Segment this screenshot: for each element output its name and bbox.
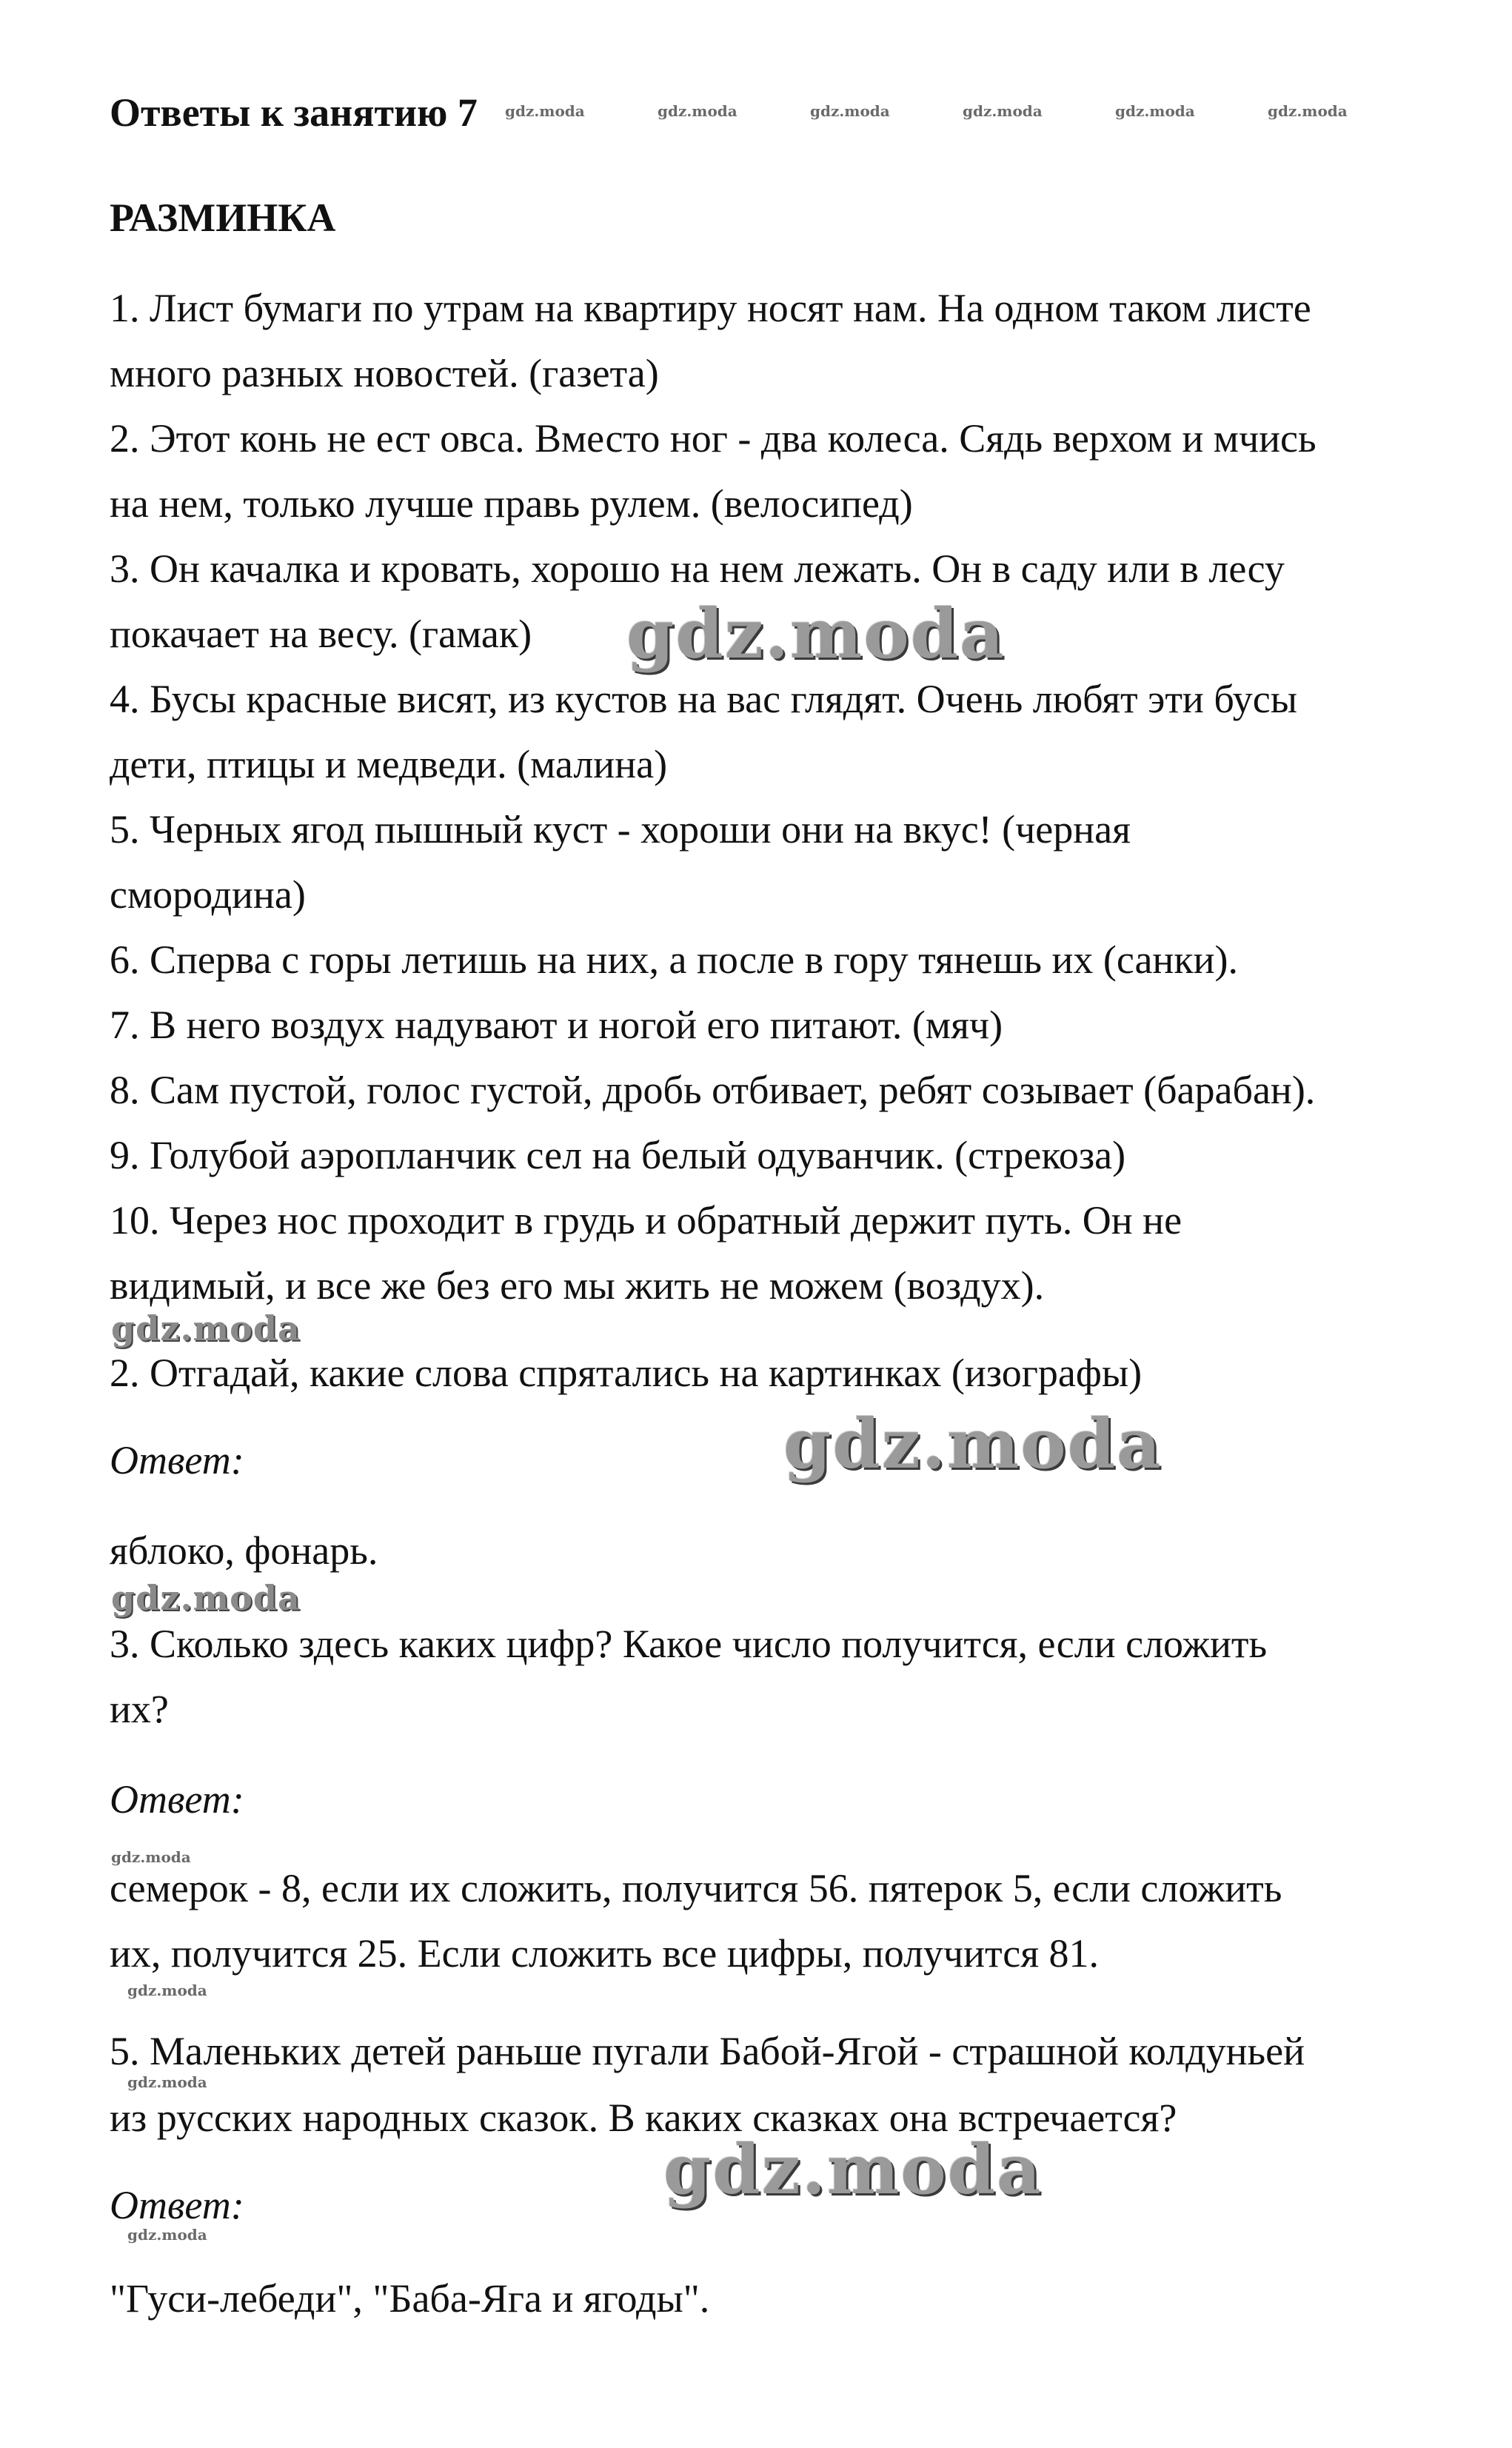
watermark-small: gdz.moda (127, 2073, 207, 2091)
watermark-small: gdz.moda (1115, 102, 1195, 120)
question-5-line: 5. Маленьких детей раньше пугали Бабой-Ягой - страшной колдуньей (110, 2029, 1305, 2073)
watermark-small: gdz.moda (963, 102, 1043, 120)
riddle-line: на нем, только лучше правь рулем. (велосипед) (110, 481, 913, 526)
riddle-line: 1. Лист бумаги по утрам на квартиру носят нам. На одном таком листе (110, 286, 1311, 330)
watermark-small: gdz.moda (111, 1848, 191, 1866)
answer-label-5: Ответ: (110, 2183, 244, 2227)
watermark-medium: gdz.moda (111, 1308, 301, 1348)
answer-label-3: Ответ: (110, 1777, 244, 1822)
section-heading: РАЗМИНКА (110, 195, 336, 240)
riddle-line: 6. Сперва с горы летишь на них, а после в гору тянешь их (санки). (110, 937, 1238, 982)
answer-2: яблоко, фонарь. (110, 1528, 378, 1573)
watermark-small: gdz.moda (810, 102, 890, 120)
question-3-line: их? (110, 1687, 169, 1731)
answer-label-2: Ответ: (110, 1438, 244, 1482)
watermark-medium: gdz.moda (111, 1578, 301, 1618)
watermark-large: gdz.moda (783, 1404, 1163, 1484)
riddle-line: много разных новостей. (газета) (110, 351, 659, 395)
watermark-small: gdz.moda (505, 102, 585, 120)
page-title: Ответы к занятию 7 (110, 90, 478, 135)
riddle-line: 7. В него воздух надувают и ногой его питают. (мяч) (110, 1003, 1003, 1047)
answer-5: "Гуси-лебеди", "Баба-Яга и ягоды". (110, 2276, 710, 2321)
riddle-line: 8. Сам пустой, голос густой, дробь отбивает, ребят созывает (барабан). (110, 1068, 1316, 1112)
watermark-small: gdz.moda (1268, 102, 1348, 120)
question-2: 2. Отгадай, какие слова спрятались на картинках (изографы) (110, 1351, 1143, 1395)
answer-3-line: семерок - 8, если их сложить, получится 56. пятерок 5, если сложить (110, 1866, 1282, 1910)
riddle-line: смородина) (110, 872, 306, 917)
riddle-line: видимый, и все же без его мы жить не можем (воздух). (110, 1263, 1045, 1308)
watermark-large: gdz.moda (663, 2130, 1043, 2210)
riddle-line: 5. Черных ягод пышный куст - хороши они на вкус! (черная (110, 807, 1131, 852)
riddle-line: покачает на весу. (гамак) (110, 612, 532, 656)
riddle-line: 9. Голубой аэропланчик сел на белый одуванчик. (стрекоза) (110, 1133, 1126, 1177)
watermark-small: gdz.moda (127, 1982, 207, 1999)
riddle-line: 4. Бусы красные висят, из кустов на вас глядят. Очень любят эти бусы (110, 677, 1297, 721)
question-3-line: 3. Сколько здесь каких цифр? Какое число получится, если сложить (110, 1622, 1268, 1666)
question-5-line: из русских народных сказок. В каких сказках она встречается? (110, 2096, 1177, 2140)
riddle-line: дети, птицы и медведи. (малина) (110, 742, 668, 786)
watermark-small: gdz.moda (127, 2226, 207, 2244)
watermark-small: gdz.moda (658, 102, 737, 120)
riddle-line: 3. Он качалка и кровать, хорошо на нем лежать. Он в саду или в лесу (110, 546, 1285, 591)
riddle-line: 2. Этот конь не ест овса. Вместо ног - два колеса. Сядь верхом и мчись (110, 416, 1317, 461)
riddle-line: 10. Через нос проходит в грудь и обратный держит путь. Он не (110, 1198, 1182, 1243)
answer-3-line: их, получится 25. Если сложить все цифры, получится 81. (110, 1931, 1100, 1976)
watermark-large: gdz.moda (626, 594, 1006, 674)
